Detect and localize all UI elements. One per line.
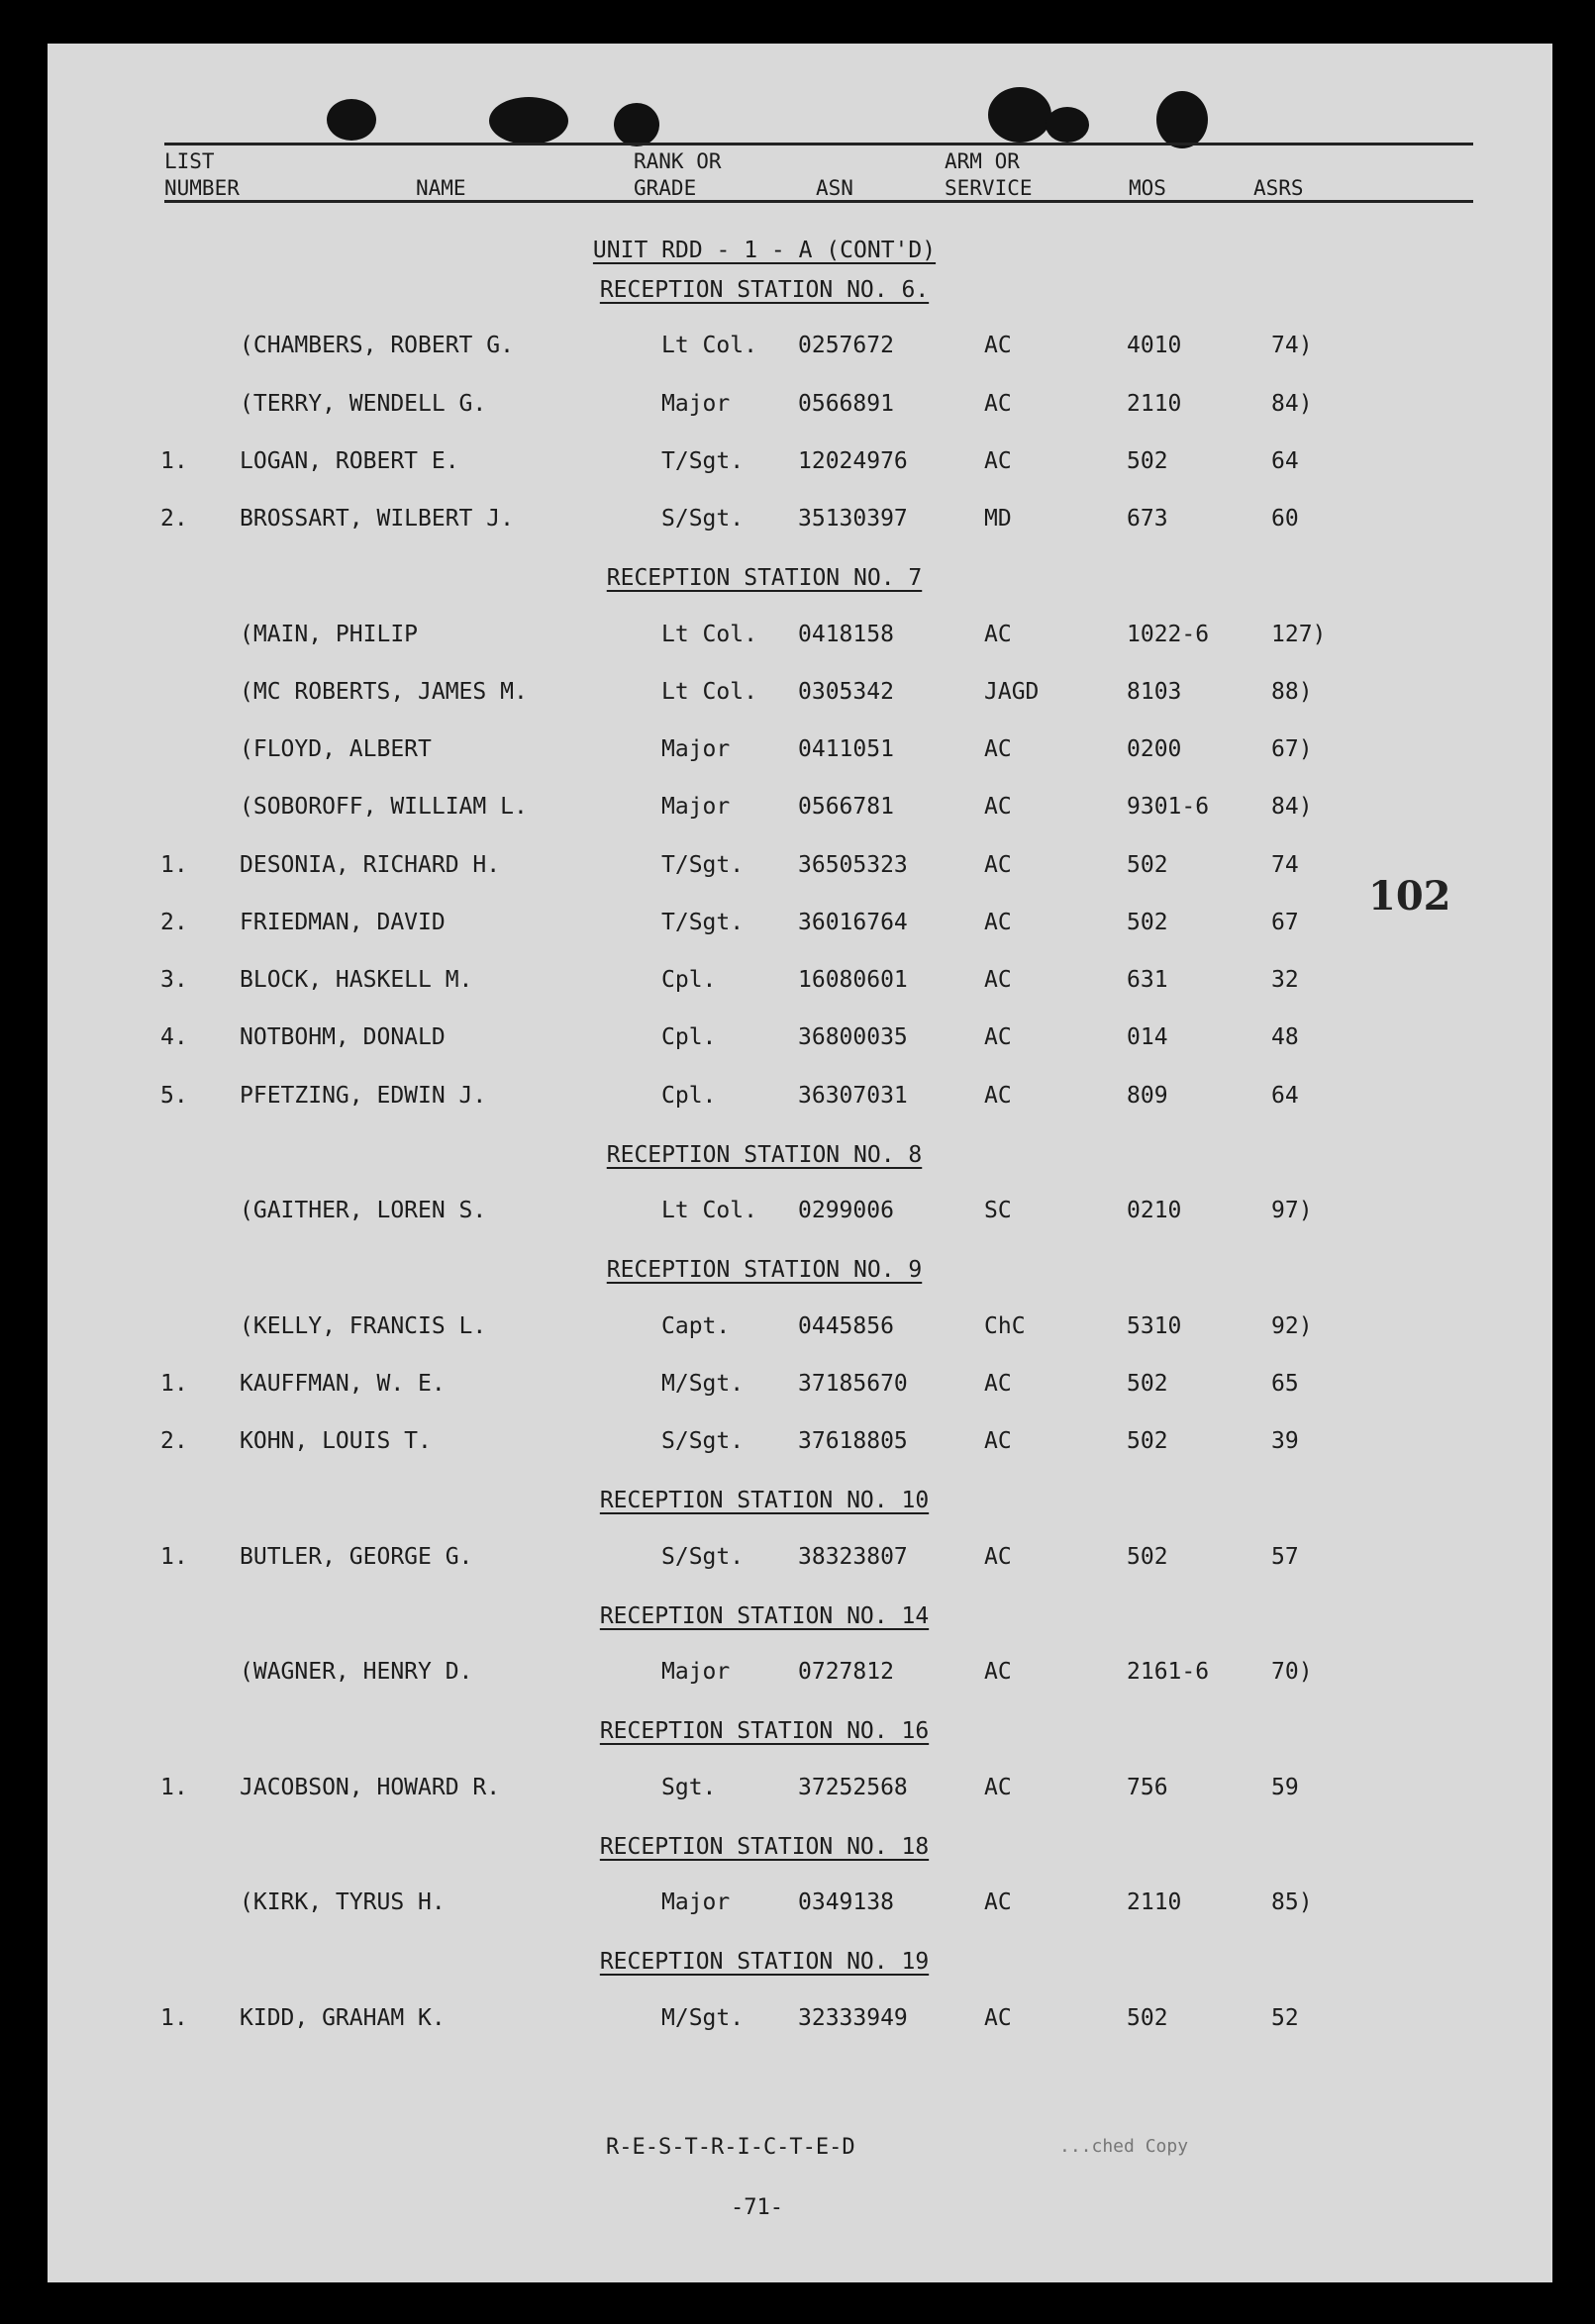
cell-asn: 32333949 — [798, 2004, 908, 2031]
section-title — [48, 1259, 1552, 1282]
cell-mos: 4010 — [1127, 333, 1182, 359]
cell-arm: AC — [984, 1543, 1012, 1570]
cell-rank: S/Sgt. — [661, 1543, 745, 1570]
cell-asn: 38323807 — [798, 1543, 908, 1570]
cell-asn: 0727812 — [798, 1659, 894, 1685]
unit-title-text: UNIT RDD - 1 - A (CONT'D) — [592, 238, 937, 263]
cell-mos: 0210 — [1127, 1198, 1182, 1223]
roster-row — [48, 1018, 1552, 1058]
section-title — [48, 1141, 1552, 1168]
roster-row — [48, 730, 1552, 770]
cell-asn: 36307031 — [798, 1082, 908, 1109]
cell-asn: 0299006 — [798, 1198, 894, 1223]
roster-row — [48, 673, 1552, 713]
cell-num: 5. — [160, 1082, 188, 1109]
cell-arm: AC — [984, 2004, 1012, 2031]
roster-row — [48, 1884, 1552, 1923]
cell-arm: AC — [984, 333, 1012, 359]
cell-asn: 0445856 — [798, 1312, 894, 1339]
cell-arm: AC — [984, 909, 1012, 935]
cell-name: NOTBOHM, DONALD — [240, 1024, 446, 1051]
restricted-marking: R-E-S-T-R-I-C-T-E-D — [606, 2135, 855, 2160]
cell-arm: AC — [984, 851, 1012, 878]
roster-row — [48, 442, 1552, 482]
cell-arm: MD — [984, 506, 1012, 532]
cell-rank: Major — [661, 736, 731, 762]
section-title-text: RECEPTION STATION NO. 18 — [599, 1833, 930, 1860]
cell-name: (SOBOROFF, WILLIAM L. — [240, 794, 528, 821]
cell-mos: 809 — [1127, 1082, 1168, 1109]
cell-arm: AC — [984, 1428, 1012, 1454]
cell-arm: AC — [984, 794, 1012, 821]
roster-row — [48, 846, 1552, 886]
cell-mos: 8103 — [1127, 678, 1182, 705]
cell-num: 1. — [160, 1543, 188, 1570]
cell-rank: Sgt. — [661, 1774, 717, 1800]
cell-mos: 9301-6 — [1127, 794, 1210, 821]
cell-arm: AC — [984, 447, 1012, 474]
cell-asn: 12024976 — [798, 447, 908, 474]
header-arm: ARM OR — [945, 149, 1020, 173]
cell-asrs: 59 — [1271, 1774, 1299, 1800]
cell-num: 1. — [160, 1370, 188, 1397]
cell-name: BLOCK, HASKELL M. — [240, 967, 473, 993]
roster-row — [48, 1077, 1552, 1116]
ink-blot — [1046, 107, 1089, 143]
cell-asn: 0349138 — [798, 1889, 894, 1915]
cell-asrs: 48 — [1271, 1024, 1299, 1051]
side-stamp-number: 102 — [1368, 873, 1451, 920]
header-name: NAME — [416, 176, 466, 200]
cell-arm: AC — [984, 621, 1012, 647]
roster-row — [48, 788, 1552, 827]
unit-title — [48, 240, 1552, 262]
cell-name: LOGAN, ROBERT E. — [240, 447, 459, 474]
section-title-text: RECEPTION STATION NO. 14 — [599, 1602, 930, 1629]
cell-asn: 0566781 — [798, 794, 894, 821]
cell-asn: 37618805 — [798, 1428, 908, 1454]
cell-rank: S/Sgt. — [661, 506, 745, 532]
cell-mos: 2110 — [1127, 1889, 1182, 1915]
cell-mos: 502 — [1127, 447, 1168, 474]
cell-asrs: 39 — [1271, 1428, 1299, 1454]
section-title — [48, 1602, 1552, 1629]
cell-arm: AC — [984, 1774, 1012, 1800]
header-service: SERVICE — [945, 176, 1033, 200]
cell-mos: 502 — [1127, 1428, 1168, 1454]
document-page — [48, 44, 1552, 2282]
cell-num: 3. — [160, 967, 188, 993]
cell-mos: 0200 — [1127, 736, 1182, 762]
roster-row — [48, 616, 1552, 655]
cell-arm: JAGD — [984, 678, 1040, 705]
cell-name: (CHAMBERS, ROBERT G. — [240, 333, 514, 359]
cell-asrs: 52 — [1271, 2004, 1299, 2031]
cell-mos: 5310 — [1127, 1312, 1182, 1339]
header-asrs: ASRS — [1253, 176, 1304, 200]
section-title — [48, 1951, 1552, 1974]
cell-asrs: 97) — [1271, 1198, 1313, 1223]
section-title — [48, 1833, 1552, 1860]
cell-rank: T/Sgt. — [661, 851, 745, 878]
roster-row — [48, 904, 1552, 943]
roster-row — [48, 385, 1552, 425]
cell-asn: 0411051 — [798, 736, 894, 762]
cell-asrs: 74) — [1271, 333, 1313, 359]
cell-asrs: 70) — [1271, 1659, 1313, 1685]
section-title — [48, 1490, 1552, 1512]
ink-blot — [988, 87, 1051, 143]
cell-rank: Cpl. — [661, 967, 717, 993]
roster-row — [48, 1307, 1552, 1347]
roster-row — [48, 1653, 1552, 1693]
cell-name: PFETZING, EDWIN J. — [240, 1082, 487, 1109]
cell-name: KAUFFMAN, W. E. — [240, 1370, 446, 1397]
cell-rank: Major — [661, 794, 731, 821]
page-number: -71- — [731, 2195, 783, 2220]
cell-num: 1. — [160, 447, 188, 474]
cell-name: DESONIA, RICHARD H. — [240, 851, 501, 878]
cell-asn: 37252568 — [798, 1774, 908, 1800]
cell-name: BUTLER, GEORGE G. — [240, 1543, 473, 1570]
cell-num: 2. — [160, 1428, 188, 1454]
cell-num: 1. — [160, 1774, 188, 1800]
ink-blot — [1156, 91, 1208, 148]
header-mos: MOS — [1129, 176, 1166, 200]
roster-row — [48, 500, 1552, 539]
copy-stamp: ...ched Copy — [1059, 2136, 1189, 2157]
header-top-rule — [164, 143, 1473, 145]
cell-arm: ChC — [984, 1312, 1026, 1339]
cell-num: 1. — [160, 851, 188, 878]
cell-name: BROSSART, WILBERT J. — [240, 506, 514, 532]
cell-name: KOHN, LOUIS T. — [240, 1428, 432, 1454]
cell-mos: 502 — [1127, 1543, 1168, 1570]
section-title-text: RECEPTION STATION NO. 16 — [599, 1718, 930, 1745]
cell-mos: 2110 — [1127, 390, 1182, 417]
header-list-number-2: NUMBER — [164, 176, 240, 200]
cell-rank: Capt. — [661, 1312, 731, 1339]
ink-blot — [327, 99, 376, 141]
section-title-text: RECEPTION STATION NO. 8 — [606, 1141, 923, 1168]
cell-asrs: 57 — [1271, 1543, 1299, 1570]
cell-asrs: 32 — [1271, 967, 1299, 993]
cell-arm: AC — [984, 1082, 1012, 1109]
section-title-text: RECEPTION STATION NO. 7 — [606, 565, 923, 592]
cell-num: 2. — [160, 506, 188, 532]
header-rank: RANK OR — [634, 149, 722, 173]
cell-arm: SC — [984, 1198, 1012, 1223]
cell-rank: T/Sgt. — [661, 447, 745, 474]
cell-asrs: 64 — [1271, 447, 1299, 474]
roster-row — [48, 1422, 1552, 1462]
roster-row — [48, 961, 1552, 1001]
cell-arm: AC — [984, 390, 1012, 417]
cell-mos: 673 — [1127, 506, 1168, 532]
cell-mos: 502 — [1127, 851, 1168, 878]
cell-asn: 0305342 — [798, 678, 894, 705]
cell-arm: AC — [984, 736, 1012, 762]
cell-mos: 631 — [1127, 967, 1168, 993]
cell-mos: 756 — [1127, 1774, 1168, 1800]
cell-rank: Lt Col. — [661, 333, 757, 359]
header-bottom-rule — [164, 200, 1473, 203]
cell-num: 1. — [160, 2004, 188, 2031]
cell-name: (KIRK, TYRUS H. — [240, 1889, 446, 1915]
cell-rank: M/Sgt. — [661, 1370, 745, 1397]
cell-rank: Lt Col. — [661, 621, 757, 647]
section-title-text: RECEPTION STATION NO. 9 — [606, 1257, 923, 1284]
cell-rank: M/Sgt. — [661, 2004, 745, 2031]
cell-asn: 16080601 — [798, 967, 908, 993]
cell-asn: 36016764 — [798, 909, 908, 935]
cell-num: 2. — [160, 909, 188, 935]
cell-asrs: 65 — [1271, 1370, 1299, 1397]
cell-name: (TERRY, WENDELL G. — [240, 390, 487, 417]
cell-name: KIDD, GRAHAM K. — [240, 2004, 446, 2031]
cell-arm: AC — [984, 1659, 1012, 1685]
cell-name: (FLOYD, ALBERT — [240, 736, 432, 762]
cell-mos: 014 — [1127, 1024, 1168, 1051]
cell-asn: 36800035 — [798, 1024, 908, 1051]
cell-name: FRIEDMAN, DAVID — [240, 909, 446, 935]
cell-rank: Major — [661, 390, 731, 417]
cell-rank: Cpl. — [661, 1082, 717, 1109]
cell-rank: S/Sgt. — [661, 1428, 745, 1454]
section-title — [48, 1720, 1552, 1743]
cell-asn: 0566891 — [798, 390, 894, 417]
cell-rank: Major — [661, 1659, 731, 1685]
cell-asn: 0418158 — [798, 621, 894, 647]
roster-row — [48, 1769, 1552, 1808]
cell-mos: 502 — [1127, 1370, 1168, 1397]
cell-asrs: 84) — [1271, 794, 1313, 821]
cell-asrs: 84) — [1271, 390, 1313, 417]
cell-asn: 37185670 — [798, 1370, 908, 1397]
cell-mos: 502 — [1127, 909, 1168, 935]
cell-asrs: 127) — [1271, 621, 1327, 647]
cell-arm: AC — [984, 1889, 1012, 1915]
roster-row — [48, 1365, 1552, 1404]
section-title — [48, 567, 1552, 590]
section-title-text: RECEPTION STATION NO. 6. — [599, 277, 930, 303]
cell-mos: 2161-6 — [1127, 1659, 1210, 1685]
cell-asrs: 92) — [1271, 1312, 1313, 1339]
section-title — [48, 279, 1552, 302]
cell-rank: Lt Col. — [661, 1198, 757, 1223]
ink-blot — [489, 97, 568, 145]
section-title-text: RECEPTION STATION NO. 10 — [599, 1488, 930, 1514]
header-grade: GRADE — [634, 176, 697, 200]
cell-rank: Cpl. — [661, 1024, 717, 1051]
cell-name: JACOBSON, HOWARD R. — [240, 1774, 501, 1800]
cell-num: 4. — [160, 1024, 188, 1051]
cell-rank: Lt Col. — [661, 678, 757, 705]
cell-name: (WAGNER, HENRY D. — [240, 1659, 473, 1685]
cell-arm: AC — [984, 1370, 1012, 1397]
cell-rank: T/Sgt. — [661, 909, 745, 935]
cell-asrs: 85) — [1271, 1889, 1313, 1915]
section-title-text: RECEPTION STATION NO. 19 — [599, 1949, 930, 1976]
cell-asn: 0257672 — [798, 333, 894, 359]
cell-asrs: 67) — [1271, 736, 1313, 762]
roster-row — [48, 1538, 1552, 1578]
roster-row — [48, 1999, 1552, 2039]
cell-asrs: 60 — [1271, 506, 1299, 532]
roster-row — [48, 327, 1552, 366]
cell-mos: 1022-6 — [1127, 621, 1210, 647]
cell-arm: AC — [984, 1024, 1012, 1051]
cell-asrs: 64 — [1271, 1082, 1299, 1109]
ink-blot — [614, 103, 659, 146]
cell-asn: 36505323 — [798, 851, 908, 878]
header-asn: ASN — [816, 176, 853, 200]
cell-asrs: 88) — [1271, 678, 1313, 705]
cell-name: (GAITHER, LOREN S. — [240, 1198, 487, 1223]
cell-asrs: 74 — [1271, 851, 1299, 878]
cell-name: (MC ROBERTS, JAMES M. — [240, 678, 528, 705]
cell-name: (KELLY, FRANCIS L. — [240, 1312, 487, 1339]
roster-row — [48, 1192, 1552, 1231]
cell-asrs: 67 — [1271, 909, 1299, 935]
cell-arm: AC — [984, 967, 1012, 993]
cell-name: (MAIN, PHILIP — [240, 621, 419, 647]
header-list-number: LIST — [164, 149, 215, 173]
cell-asn: 35130397 — [798, 506, 908, 532]
cell-rank: Major — [661, 1889, 731, 1915]
cell-mos: 502 — [1127, 2004, 1168, 2031]
